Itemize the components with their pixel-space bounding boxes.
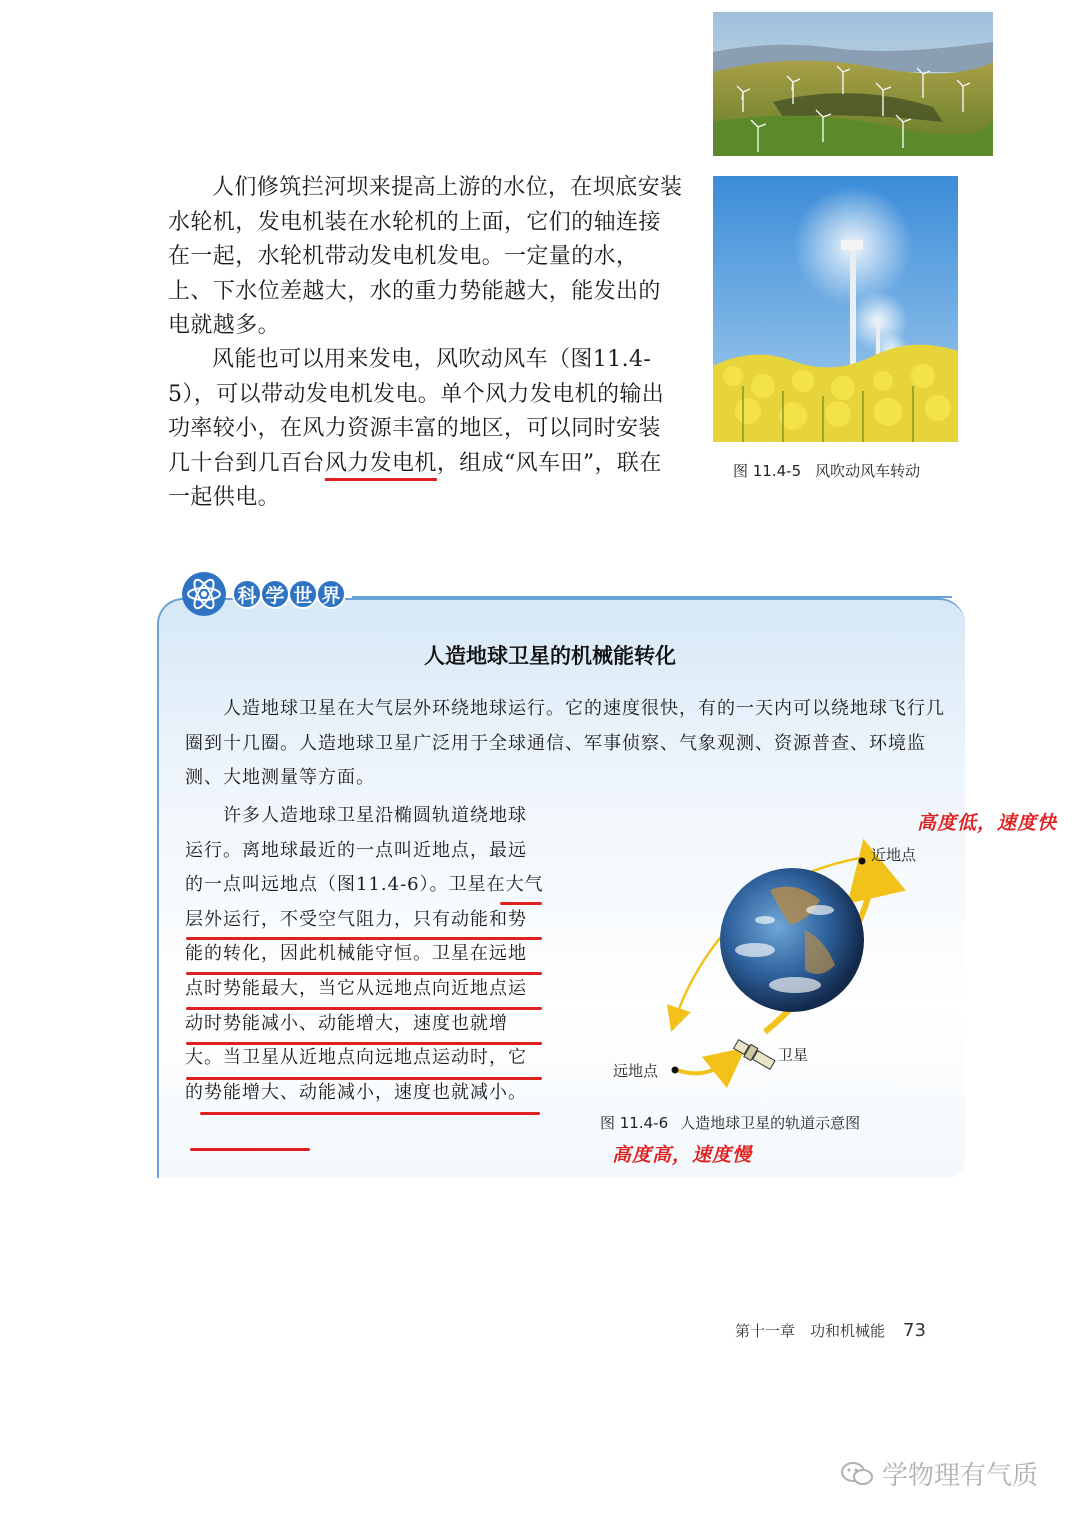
page-number: 73: [903, 1320, 926, 1341]
chapter-title: 第十一章 功和机械能: [735, 1322, 886, 1340]
pen-underline: [200, 1112, 540, 1115]
badge-char: 科: [232, 579, 262, 609]
perigee-label: 近地点: [871, 846, 917, 864]
science-header-rule: [352, 596, 952, 598]
science-world-badge: [180, 570, 344, 618]
pen-underline: [186, 1007, 542, 1010]
pen-underline: [500, 902, 542, 905]
science-paragraph-intro: 人造地球卫星在大气层外环绕地球运行。它的速度很快，有的一天内可以绕地球飞行几圈到十几圈。人造地球卫星广泛用于全球通信、军事侦察、气象观测、资源普查、环境监测、大地测量等方面。: [185, 698, 945, 789]
handwritten-note-perigee: 高度低，速度快: [917, 812, 1058, 834]
pen-underline: [186, 1077, 542, 1080]
science-heading: 人造地球卫星的机械能转化: [424, 644, 676, 668]
wind-farm-hills-photo: [713, 12, 993, 156]
atom-icon: [180, 570, 228, 618]
body-paragraph-dam: 人们修筑拦河坝来提高上游的水位，在坝底安装水轮机，发电机装在水轮机的上面，它们的轴连接在一起，水轮机带动发电机发电。一定量的水，上、下水位差越大，水的重力势能越大，能发出的电就越多。: [168, 175, 683, 339]
figure-caption-11-4-6: 图 11.4-6 人造地球卫星的轨道示意图: [600, 1114, 861, 1132]
satellite-icon: [733, 1038, 776, 1071]
handwritten-note-apogee: 高度高，速度慢: [612, 1144, 753, 1166]
watermark: [840, 1455, 1038, 1492]
apogee-label: 远地点: [613, 1062, 659, 1080]
satellite-label: 卫星: [778, 1046, 809, 1064]
body-paragraph-wind: 风能也可以用来发电，风吹动风车（图11.4-5），可以带动发电机发电。单个风力发电机的输出功率较小，在风力资源丰富的地区，可以同时安装几十台到几百台风力发电机，组成“风车田”，联在一起供电。: [168, 347, 665, 511]
badge-char: 学: [260, 579, 290, 609]
pen-underline: [190, 1148, 310, 1151]
pen-underline: [186, 972, 542, 975]
watermark-text: 学物理有气质: [882, 1461, 1039, 1491]
wechat-icon: [840, 1460, 874, 1488]
pen-underline: [186, 937, 542, 940]
underlined-wind-generator: 风力发电机: [324, 450, 437, 476]
page-footer: [735, 1320, 926, 1341]
science-paragraph-orbit: 许多人造地球卫星沿椭圆轨道绕地球运行。离地球最近的一点叫近地点，最远的一点叫远地点（图11.4-6）。卫星在大气层外运行，不受空气阻力，只有动能和势能的转化，因此机械能守恒。卫星在远地点时势能最大，当它从远地点向近地点运动时势能减小、动能增大，速度也就增大。当卫星从近地点向远地点运动时，它的势能增大、动能减小，速度也就减小。: [185, 805, 544, 1103]
badge-char: 界: [316, 579, 346, 609]
wind-turbine-flowers-photo: [713, 176, 958, 442]
badge-char: 世: [288, 579, 318, 609]
figure-caption-11-4-5: 图 11.4-5 风吹动风车转动: [733, 462, 921, 480]
pen-underline: [186, 1042, 542, 1045]
satellite-orbit-diagram: [595, 830, 955, 1100]
